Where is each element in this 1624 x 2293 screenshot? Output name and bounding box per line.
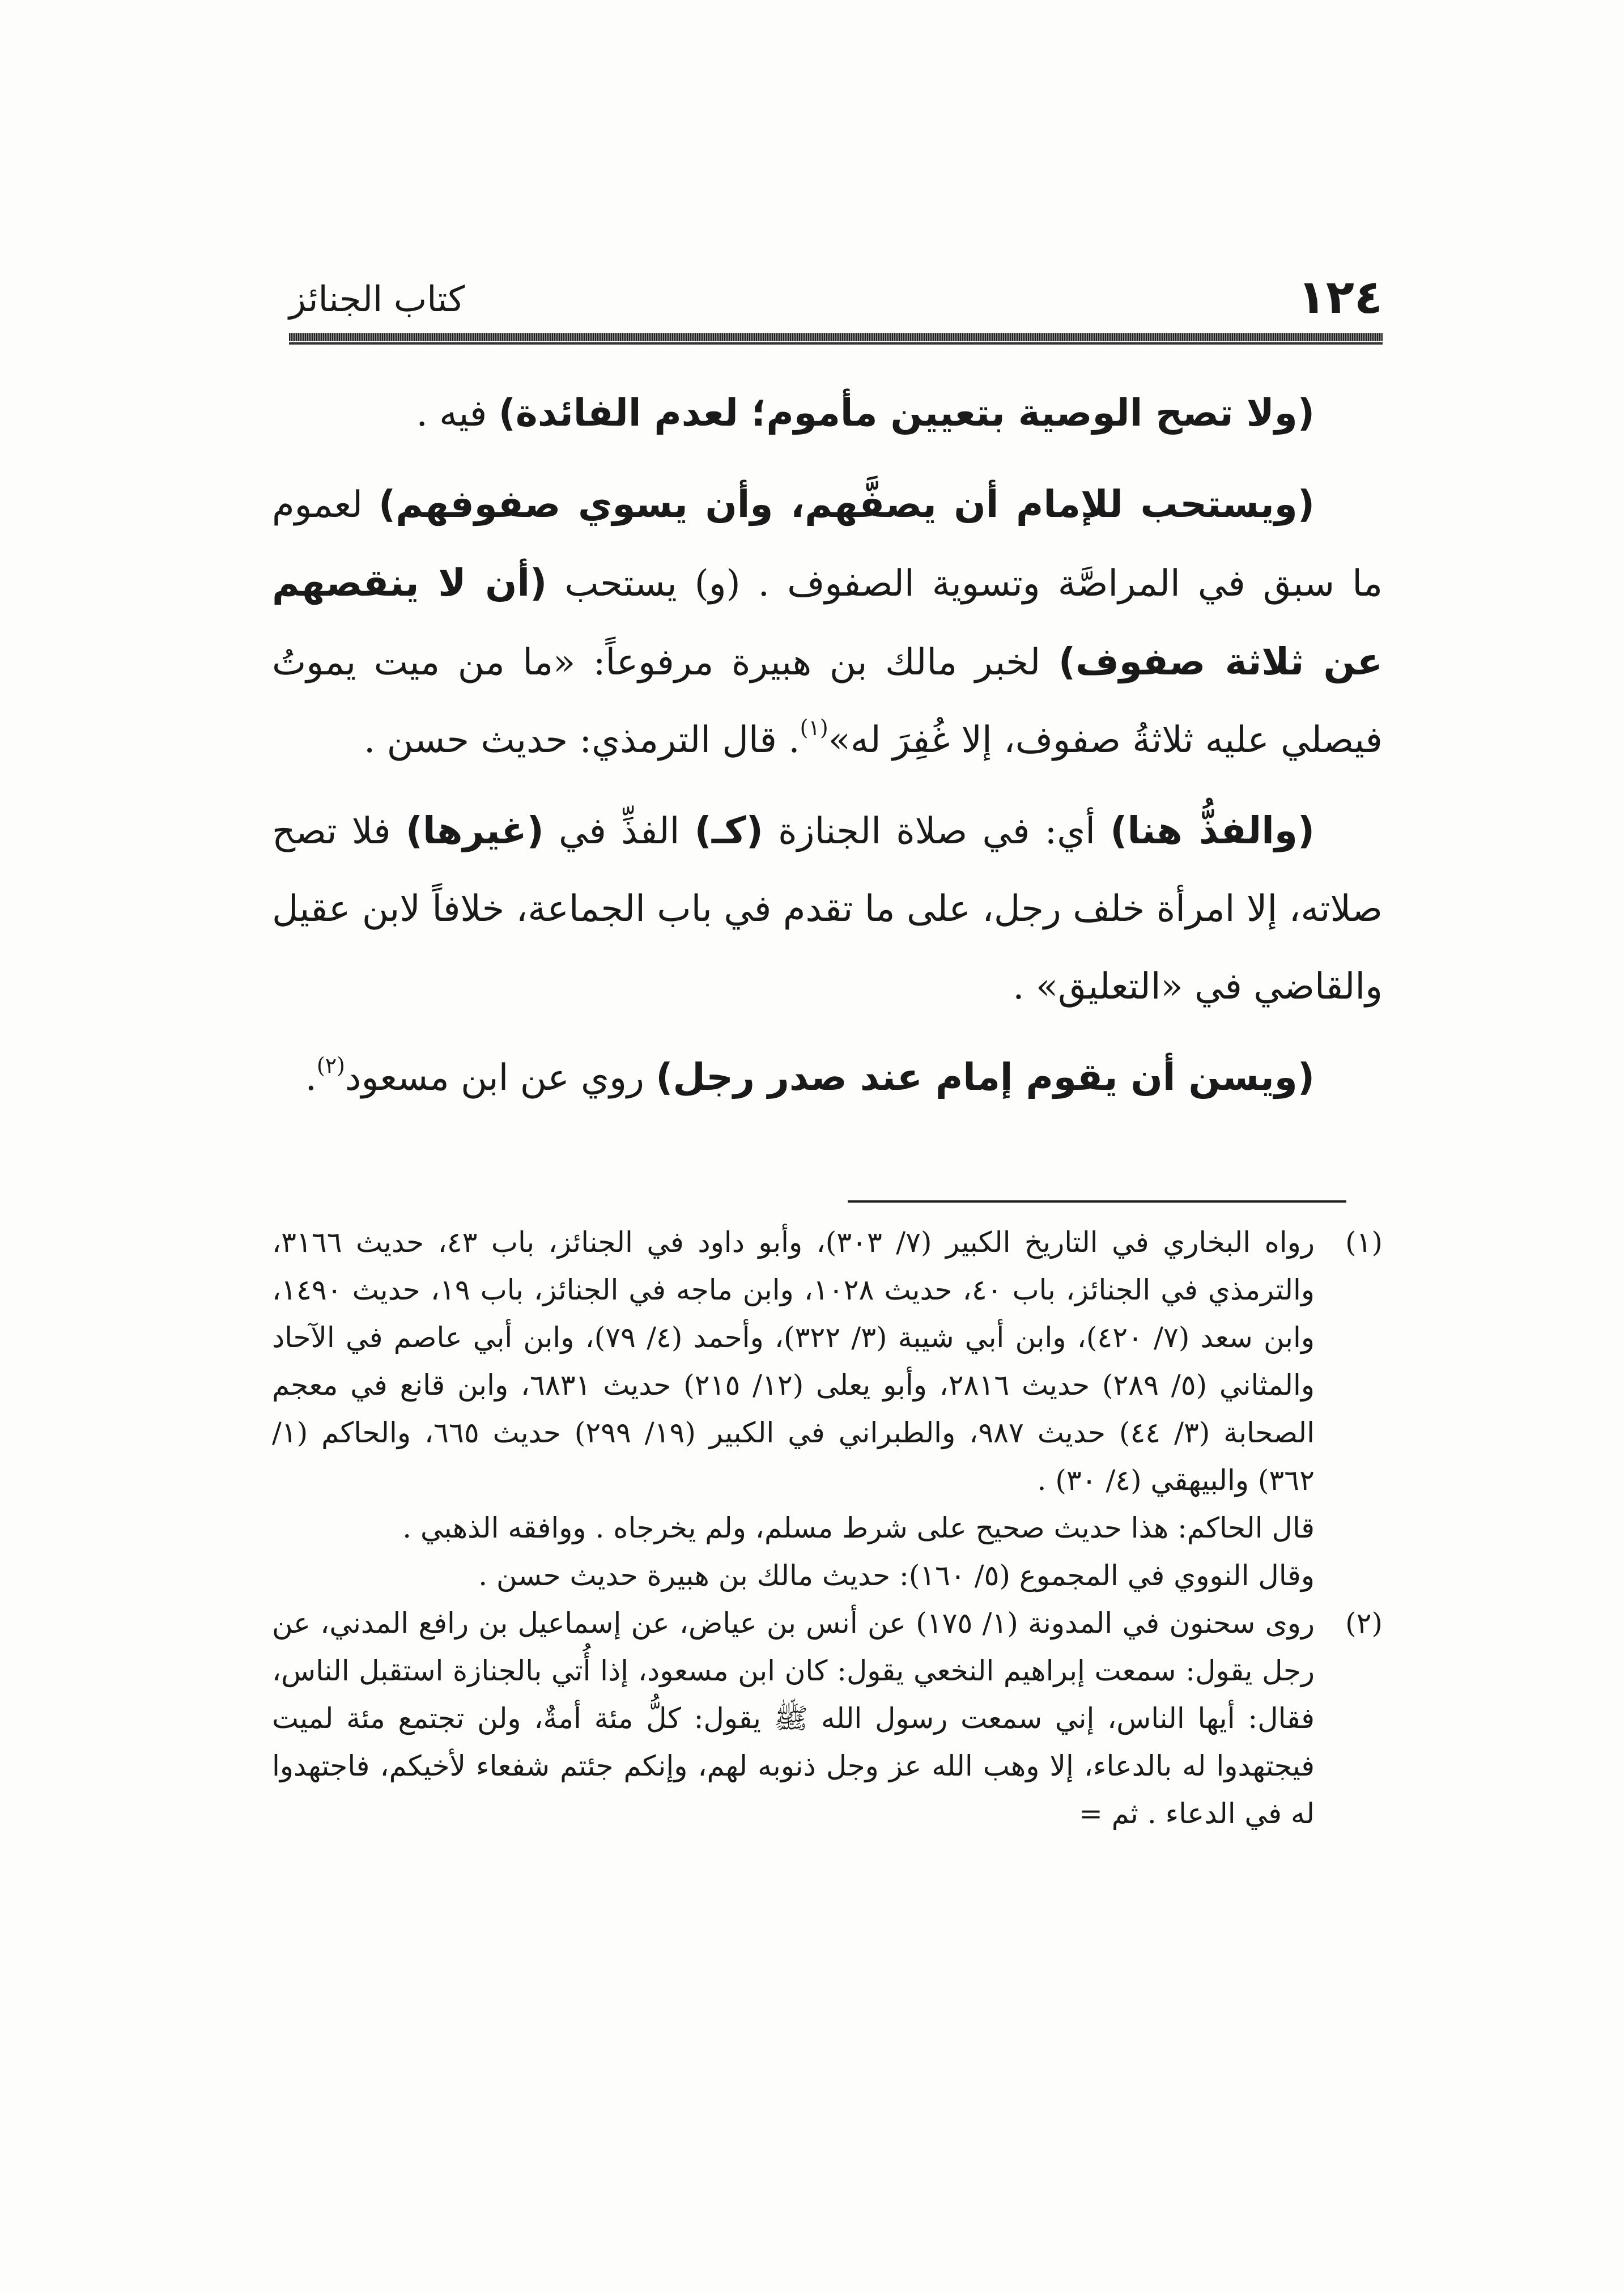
footnote-number: (١)	[1345, 1226, 1383, 1259]
matn-text: (ولا تصح الوصية بتعيين مأموم؛ لعدم الفائدة)	[498, 391, 1315, 435]
header-rule-bottom	[289, 342, 1383, 345]
header-rule	[289, 333, 1383, 341]
footnote-ref: (١)	[800, 715, 828, 740]
commentary-text: أي: في صلاة الجنازة	[763, 810, 1111, 852]
footnote-separator	[848, 1200, 1346, 1203]
matn-text: (ويسن أن يقوم إمام عند صدر رجل)	[656, 1055, 1315, 1099]
paragraph-3	[272, 792, 1383, 1026]
running-title: كتاب الجنائز	[289, 278, 465, 320]
commentary-text: فلا تصح صلاته، إلا امرأة خلف رجل، على ما تقدم في باب الجماعة، خلافاً لابن عقيل والقاضي في «التعليق» .	[272, 810, 1383, 1008]
sentence-end: .	[305, 1057, 317, 1099]
page-number: ١٢٤	[1297, 270, 1383, 324]
main-text	[272, 374, 1383, 1129]
matn-text: (أن لا ينقصهم عن ثلاثة صفوف)	[272, 561, 1383, 683]
footnote-2	[272, 1599, 1383, 1837]
matn-text: (كـ)	[694, 809, 763, 852]
footnotes	[272, 1218, 1383, 1837]
commentary-text: . قال الترمذي: حديث حسن .	[363, 719, 800, 761]
matn-text: (ويستحب للإمام أن يصفَّهم، وأن يسوي صفوفهم)	[379, 482, 1315, 526]
footnote-paragraph: روى سحنون في المدونة (١/ ١٧٥) عن أنس بن عياض، عن إسماعيل بن رافع المدني، عن رجل يقول: سمعت إبراهيم النخعي يقول: كان ابن مسعود، إذا أُتي بالجنازة استقبل الناس، فقال: أيها الناس، إني سمعت رسول الله ﷺ يقول: كلُّ مئة أمةٌ، ولن تجتمع مئة لميت فيجتهدوا له بالدعاء، إلا وهب الله عز وجل ذنوبه لهم، وإنكم جئتم شفعاء لأخيكم، فاجتهدوا له في الدعاء . ثم =	[272, 1607, 1315, 1830]
footnote-paragraph: قال الحاكم: هذا حديث صحيح على شرط مسلم، ولم يخرجاه . ووافقه الذهبي .	[402, 1511, 1315, 1544]
commentary-text: روي عن ابن مسعود	[345, 1057, 656, 1099]
paragraph-2	[272, 465, 1383, 779]
page-header	[289, 266, 1383, 334]
matn-text: (والفذُّ هنا)	[1110, 809, 1315, 852]
footnote-paragraph: رواه البخاري في التاريخ الكبير (٧/ ٣٠٣)، وأبو داود في الجنائز، باب ٤٣، حديث ٣١٦٦، والترمذي في الجنائز، باب ٤٠، حديث ١٠٢٨، وابن ماجه في الجنائز، باب ١٩، حديث ١٤٩٠، وابن سعد (٧/ ٤٢٠)، وابن أبي شيبة (٣/ ٣٢٢)، وأحمد (٤/ ٧٩)، وابن أبي عاصم في الآحاد والمثاني (٥/ ٢٨٩) حديث ٢٨١٦، وأبو يعلى (١٢/ ٢١٥) حديث ٦٨٣١، وابن قانع في معجم الصحابة (٣/ ٤٤) حديث ٩٨٧، والطبراني في الكبير (١٩/ ٢٩٩) حديث ٦٦٥، والحاكم (١/ ٣٦٢) والبيهقي (٤/ ٣٠) .	[272, 1226, 1315, 1497]
footnote-paragraph: وقال النووي في المجموع (٥/ ١٦٠): حديث مالك بن هبيرة حديث حسن .	[478, 1559, 1315, 1592]
footnote-ref: (٢)	[316, 1053, 345, 1078]
footnote-number: (٢)	[1345, 1607, 1383, 1640]
matn-text: (غيرها)	[405, 809, 544, 852]
footnote-1	[272, 1218, 1383, 1599]
paragraph-4	[272, 1038, 1383, 1117]
commentary-text: لعموم ما سبق في المراصَّة وتسوية الصفوف . (و) يستحب	[272, 484, 1383, 605]
commentary-text: الفذِّ في	[543, 810, 695, 852]
commentary-text: لخبر مالك بن هبيرة مرفوعاً: «ما من ميت يموتُ فيصلي عليه ثلاثةُ صفوف، إلا غُفِرَ له»	[272, 642, 1383, 761]
commentary-text: فيه .	[416, 393, 499, 435]
paragraph-1	[272, 374, 1383, 453]
